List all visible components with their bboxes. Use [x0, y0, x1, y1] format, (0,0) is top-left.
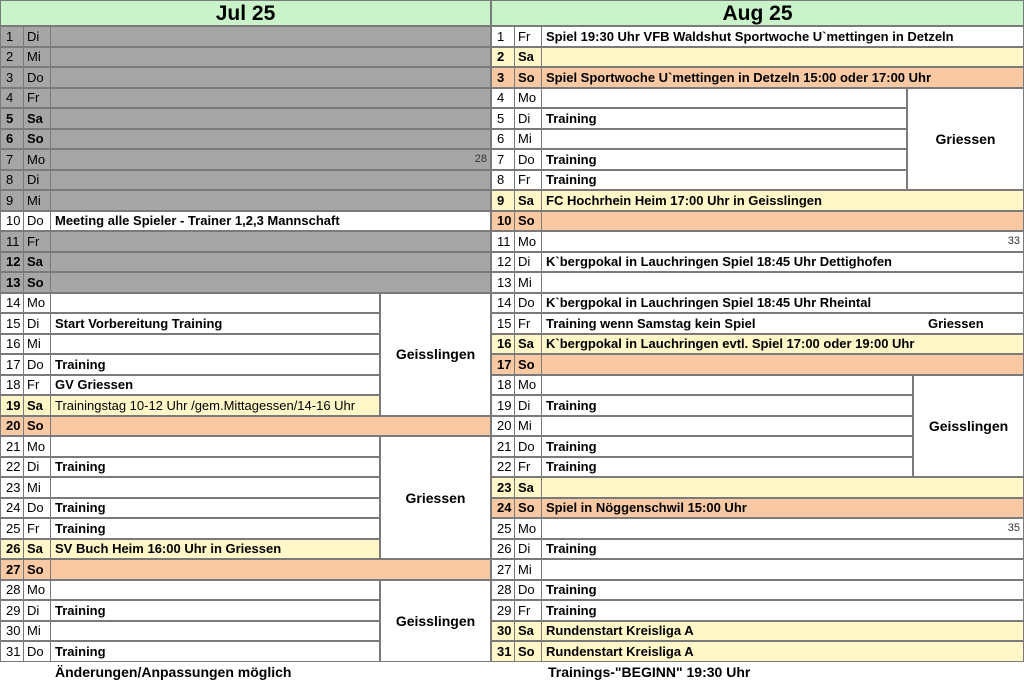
aug-day-number: 26 [497, 541, 512, 557]
jul-day-number: 17 [6, 356, 21, 372]
jul-day-number: 21 [6, 438, 21, 454]
jul-day-event [50, 437, 379, 456]
jul-day-weekday: So [23, 417, 50, 436]
jul-day-row [0, 190, 491, 211]
aug-day-event: Rundenstart Kreisliga A [541, 642, 1023, 661]
jul-day-event [50, 294, 379, 313]
aug-day-weekday: Mo [514, 376, 541, 395]
jul-day-weekday: So [23, 130, 50, 149]
jul-day-number: 13 [6, 274, 21, 290]
jul-day-event [50, 335, 379, 354]
jul-day-event [50, 27, 490, 46]
aug-day-event: Training [541, 581, 1023, 600]
aug-day-number: 12 [497, 254, 512, 270]
aug-day-event [541, 417, 912, 436]
aug-day-row [491, 641, 1024, 662]
aug-day-number: 17 [497, 356, 512, 372]
jul-day-event [50, 560, 490, 579]
aug-day-event: Training [541, 540, 1023, 559]
aug-day-row [491, 334, 1024, 355]
aug-day-row [491, 272, 1024, 293]
jul-day-weekday: Mi [23, 191, 50, 210]
aug-day-number: 4 [497, 90, 505, 106]
aug-day-weekday: So [514, 499, 541, 518]
jul-day-event [50, 191, 490, 210]
jul-day-event [50, 171, 490, 190]
jul-day-weekday: Sa [23, 253, 50, 272]
aug-day-event: Training [541, 437, 912, 456]
aug-day-number: 14 [497, 295, 512, 311]
aug-day-row [491, 600, 1024, 621]
aug-day-weekday: Di [514, 540, 541, 559]
jul-week-number: 28 [474, 153, 487, 166]
jul-day-event: Training [50, 601, 379, 620]
aug-day-row [491, 26, 1024, 47]
jul-day-event [50, 581, 379, 600]
jul-day-row [0, 354, 380, 375]
jul-day-number: 24 [6, 500, 21, 516]
jul-day-event: Meeting alle Spieler - Trainer 1,2,3 Mannschaft [50, 212, 490, 231]
august-header: Aug 25 [491, 0, 1024, 26]
aug-day-row [491, 416, 913, 437]
jul-day-number: 20 [6, 418, 21, 434]
jul-day-weekday: Di [23, 314, 50, 333]
jul-day-event [50, 150, 490, 169]
aug-day-number: 30 [497, 623, 512, 639]
jul-day-weekday: Mi [23, 478, 50, 497]
aug-day-event: K`bergpokal in Lauchringen Spiel 18:45 Uhr Rheintal [541, 294, 1023, 313]
aug-day-number: 13 [497, 274, 512, 290]
jul-day-row [0, 518, 380, 539]
jul-day-number: 3 [6, 69, 14, 85]
jul-day-event [50, 130, 490, 149]
jul-day-row [0, 47, 491, 68]
aug-day-weekday: So [514, 355, 541, 374]
aug-day-number: 22 [497, 459, 512, 475]
aug-day-weekday: Mi [514, 560, 541, 579]
jul-day-weekday: Mo [23, 294, 50, 313]
aug-day-event: FC Hochrhein Heim 17:00 Uhr in Geisslingen [541, 191, 1023, 210]
jul-day-event [50, 232, 490, 251]
aug-day-number: 21 [497, 438, 512, 454]
jul-day-number: 11 [6, 233, 20, 249]
jul-day-event: Training [50, 499, 379, 518]
aug-location-block: Geisslingen [913, 375, 1024, 478]
aug-day-row [491, 149, 907, 170]
aug-day-event [541, 89, 906, 108]
jul-day-row [0, 416, 491, 437]
jul-day-row [0, 580, 380, 601]
jul-day-number: 29 [6, 602, 21, 618]
july-calendar [0, 0, 491, 680]
aug-day-number: 11 [497, 233, 511, 249]
jul-day-row [0, 293, 380, 314]
aug-day-weekday: Mi [514, 273, 541, 292]
aug-footer-note: Trainings-"BEGINN" 19:30 Uhr [548, 664, 751, 680]
jul-day-event [50, 273, 490, 292]
jul-day-weekday: Di [23, 601, 50, 620]
jul-day-row [0, 498, 380, 519]
jul-day-number: 14 [6, 295, 21, 311]
aug-day-weekday: So [514, 212, 541, 231]
jul-day-weekday: Di [23, 458, 50, 477]
jul-day-number: 4 [6, 90, 14, 106]
jul-day-row [0, 621, 380, 642]
aug-day-event: K`bergpokal in Lauchringen evtl. Spiel 17:00 oder 19:00 Uhr [541, 335, 1023, 354]
jul-day-event: Trainingstag 10-12 Uhr /gem.Mittagessen/14-16 Uhr [50, 396, 379, 415]
aug-day-event: K`bergpokal in Lauchringen Spiel 18:45 Uhr Dettighofen [541, 253, 1023, 272]
aug-day-weekday: Sa [514, 48, 541, 67]
aug-day-row [491, 559, 1024, 580]
jul-day-number: 9 [6, 192, 14, 208]
aug-day-row [491, 518, 1024, 539]
aug-day-event [541, 273, 1023, 292]
jul-day-event: SV Buch Heim 16:00 Uhr in Griessen [50, 540, 379, 559]
jul-day-row [0, 170, 491, 191]
jul-day-weekday: Mo [23, 150, 50, 169]
aug-day-number: 6 [497, 131, 505, 147]
july-header: Jul 25 [0, 0, 491, 26]
jul-day-number: 5 [6, 110, 14, 126]
jul-day-weekday: Di [23, 171, 50, 190]
jul-day-weekday: Mi [23, 48, 50, 67]
aug-day-row [491, 231, 1024, 252]
jul-day-weekday: Sa [23, 396, 50, 415]
aug-day-event [541, 232, 1023, 251]
aug-day-weekday: Di [514, 253, 541, 272]
jul-day-row [0, 26, 491, 47]
jul-day-number: 23 [6, 479, 21, 495]
aug-day-number: 9 [497, 192, 505, 208]
jul-day-event: Training [50, 642, 379, 661]
aug-day-number: 27 [497, 561, 512, 577]
jul-day-number: 6 [6, 131, 14, 147]
aug-day-row [491, 580, 1024, 601]
jul-day-weekday: Fr [23, 519, 50, 538]
aug-day-weekday: Do [514, 294, 541, 313]
jul-day-row [0, 313, 380, 334]
jul-day-row [0, 272, 491, 293]
jul-day-number: 31 [6, 643, 21, 659]
aug-day-row [491, 190, 1024, 211]
aug-day-row [491, 313, 1024, 334]
aug-day-weekday: Sa [514, 191, 541, 210]
aug-day-row [491, 293, 1024, 314]
jul-day-weekday: Mi [23, 622, 50, 641]
jul-day-number: 27 [6, 561, 21, 577]
aug-day-weekday: Sa [514, 622, 541, 641]
jul-day-row [0, 108, 491, 129]
aug-day-weekday: Sa [514, 335, 541, 354]
aug-day-event: Rundenstart Kreisliga A [541, 622, 1023, 641]
jul-day-weekday: Di [23, 27, 50, 46]
aug-day-number: 16 [497, 336, 512, 352]
aug-day-row [491, 47, 1024, 68]
jul-day-number: 12 [6, 254, 21, 270]
jul-day-number: 8 [6, 172, 14, 188]
aug-day-event [541, 519, 1023, 538]
jul-day-event: Start Vorbereitung Training [50, 314, 379, 333]
jul-day-row [0, 559, 491, 580]
jul-day-event: Training [50, 519, 379, 538]
jul-day-number: 16 [6, 336, 21, 352]
aug-day-event [541, 212, 1023, 231]
jul-day-row [0, 539, 380, 560]
aug-day-number: 7 [497, 151, 505, 167]
jul-day-number: 22 [6, 459, 21, 475]
aug-day-event: Spiel Sportwoche U`mettingen in Detzeln 15:00 oder 17:00 Uhr [541, 68, 1023, 87]
jul-day-weekday: Mi [23, 335, 50, 354]
jul-day-row [0, 375, 380, 396]
jul-day-row [0, 436, 380, 457]
jul-day-event [50, 48, 490, 67]
aug-day-event: Training [541, 601, 1023, 620]
aug-day-number: 15 [497, 315, 512, 331]
aug-day-number: 19 [497, 397, 512, 413]
jul-day-row [0, 600, 380, 621]
aug-day-event [541, 48, 1023, 67]
aug-day-weekday: So [514, 68, 541, 87]
aug-day-row [491, 88, 907, 109]
aug-day-row [491, 375, 913, 396]
aug-inline-location: Griessen [928, 315, 984, 331]
jul-day-weekday: Do [23, 68, 50, 87]
jul-day-number: 26 [6, 541, 21, 557]
aug-day-weekday: Do [514, 437, 541, 456]
jul-day-number: 7 [6, 151, 14, 167]
aug-day-weekday: Mi [514, 130, 541, 149]
aug-day-number: 5 [497, 110, 505, 126]
jul-day-row [0, 641, 380, 662]
aug-day-weekday: So [514, 642, 541, 661]
aug-day-number: 31 [497, 643, 512, 659]
aug-day-row [491, 436, 913, 457]
jul-day-event [50, 68, 490, 87]
jul-day-weekday: Mo [23, 581, 50, 600]
jul-day-weekday: So [23, 273, 50, 292]
jul-day-row [0, 334, 380, 355]
aug-day-event: Training [541, 458, 912, 477]
aug-day-event: Training [541, 109, 906, 128]
aug-day-event [541, 376, 912, 395]
jul-day-number: 30 [6, 623, 21, 639]
jul-day-weekday: Fr [23, 89, 50, 108]
aug-week-number: 33 [1007, 235, 1020, 248]
aug-week-number: 35 [1007, 522, 1020, 535]
jul-day-event [50, 622, 379, 641]
august-calendar [491, 0, 1024, 680]
aug-day-weekday: Mo [514, 232, 541, 251]
jul-day-row [0, 477, 380, 498]
jul-day-weekday: Fr [23, 232, 50, 251]
aug-day-row [491, 252, 1024, 273]
aug-day-weekday: Fr [514, 601, 541, 620]
jul-day-number: 19 [6, 397, 21, 413]
jul-day-number: 25 [6, 520, 21, 536]
jul-day-event: Training [50, 355, 379, 374]
aug-day-weekday: Mo [514, 89, 541, 108]
jul-location-block: Geisslingen [380, 293, 491, 416]
aug-day-event [541, 355, 1023, 374]
aug-day-weekday: Fr [514, 458, 541, 477]
jul-location-block: Geisslingen [380, 580, 491, 662]
aug-location-block: Griessen [907, 88, 1024, 191]
jul-day-number: 15 [6, 315, 21, 331]
aug-day-weekday: Fr [514, 27, 541, 46]
jul-day-event [50, 89, 490, 108]
jul-day-number: 1 [6, 28, 14, 44]
aug-day-number: 10 [497, 213, 512, 229]
jul-day-event [50, 109, 490, 128]
aug-day-event: Spiel 19:30 Uhr VFB Waldshut Sportwoche U`mettingen in Detzeln [541, 27, 1023, 46]
jul-day-row [0, 88, 491, 109]
aug-day-event: Training [541, 396, 912, 415]
jul-day-row [0, 211, 491, 232]
jul-day-row [0, 395, 380, 416]
jul-day-weekday: Do [23, 499, 50, 518]
aug-day-weekday: Fr [514, 314, 541, 333]
jul-day-event [50, 253, 490, 272]
jul-location-block: Griessen [380, 436, 491, 559]
aug-day-number: 24 [497, 500, 512, 516]
aug-day-row [491, 211, 1024, 232]
jul-day-row [0, 67, 491, 88]
aug-day-number: 25 [497, 520, 512, 536]
aug-day-weekday: Fr [514, 171, 541, 190]
aug-day-row [491, 621, 1024, 642]
jul-day-number: 2 [6, 49, 14, 65]
jul-day-number: 18 [6, 377, 21, 393]
jul-day-weekday: Do [23, 212, 50, 231]
aug-day-number: 28 [497, 582, 512, 598]
aug-day-row [491, 457, 913, 478]
jul-day-weekday: So [23, 560, 50, 579]
jul-day-event [50, 417, 490, 436]
aug-day-row [491, 539, 1024, 560]
jul-day-row [0, 252, 491, 273]
aug-day-weekday: Di [514, 396, 541, 415]
aug-day-number: 18 [497, 377, 512, 393]
aug-day-number: 20 [497, 418, 512, 434]
aug-day-row [491, 395, 913, 416]
aug-day-weekday: Di [514, 109, 541, 128]
jul-day-weekday: Do [23, 355, 50, 374]
aug-day-row [491, 498, 1024, 519]
aug-day-row [491, 477, 1024, 498]
aug-day-event: Training wenn Samstag kein Spiel [541, 314, 1023, 333]
aug-day-number: 23 [497, 479, 512, 495]
jul-day-weekday: Mo [23, 437, 50, 456]
aug-day-row [491, 67, 1024, 88]
aug-day-row [491, 129, 907, 150]
aug-day-number: 1 [497, 28, 505, 44]
jul-day-row [0, 129, 491, 150]
jul-day-weekday: Sa [23, 540, 50, 559]
jul-day-weekday: Sa [23, 109, 50, 128]
aug-day-event [541, 560, 1023, 579]
aug-day-event [541, 130, 906, 149]
aug-day-event [541, 478, 1023, 497]
aug-day-number: 2 [497, 49, 505, 65]
jul-day-event: GV Griessen [50, 376, 379, 395]
aug-day-row [491, 170, 907, 191]
aug-day-event: Spiel in Nöggenschwil 15:00 Uhr [541, 499, 1023, 518]
aug-day-weekday: Do [514, 581, 541, 600]
jul-day-event: Training [50, 458, 379, 477]
aug-day-weekday: Sa [514, 478, 541, 497]
aug-day-weekday: Mo [514, 519, 541, 538]
aug-day-number: 29 [497, 602, 512, 618]
aug-day-weekday: Mi [514, 417, 541, 436]
jul-day-row [0, 457, 380, 478]
aug-day-event: Training [541, 150, 906, 169]
aug-day-row [491, 354, 1024, 375]
jul-day-row [0, 231, 491, 252]
jul-day-weekday: Do [23, 642, 50, 661]
jul-day-event [50, 478, 379, 497]
jul-day-number: 10 [6, 213, 21, 229]
aug-day-weekday: Do [514, 150, 541, 169]
jul-day-weekday: Fr [23, 376, 50, 395]
aug-day-number: 8 [497, 172, 505, 188]
aug-day-row [491, 108, 907, 129]
aug-day-number: 3 [497, 69, 505, 85]
aug-day-event: Training [541, 171, 906, 190]
jul-footer-note: Änderungen/Anpassungen möglich [55, 664, 292, 680]
jul-day-number: 28 [6, 582, 21, 598]
jul-day-row [0, 149, 491, 170]
